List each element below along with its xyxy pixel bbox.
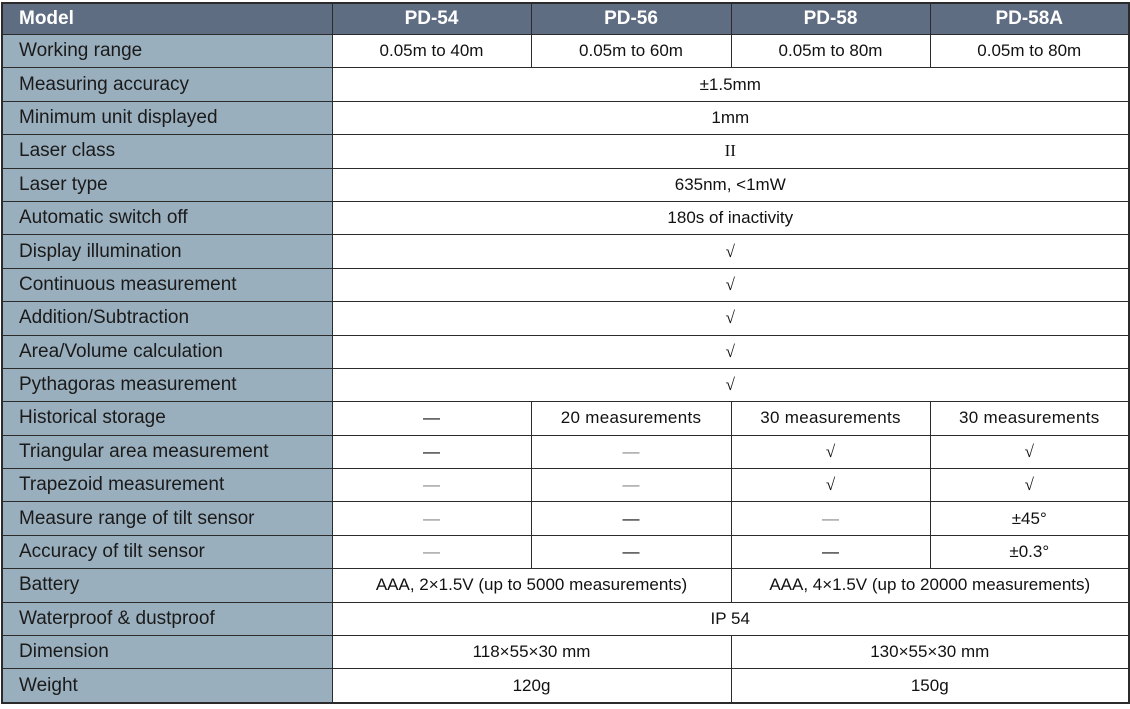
cell-value: AAA, 2×1.5V (up to 5000 measurements) — [332, 569, 731, 602]
check-icon: √ — [332, 235, 1129, 268]
dash-icon: — — [332, 402, 531, 435]
cell-value: ±1.5mm — [332, 68, 1129, 101]
check-icon: √ — [332, 335, 1129, 368]
table-row-continuous-measurement — [2, 268, 1129, 301]
cell-value: 130×55×30 mm — [731, 636, 1129, 669]
table-row-working-range — [2, 35, 1129, 68]
cell-value: 180s of inactivity — [332, 201, 1129, 234]
table-row-dimension — [2, 636, 1129, 669]
dash-icon: — — [332, 535, 531, 568]
header-model-pd-58: PD-58 — [731, 3, 930, 35]
check-icon: √ — [930, 435, 1129, 468]
table-row-historical-storage — [2, 402, 1129, 435]
cell-value: 150g — [731, 669, 1129, 703]
cell-value: IP 54 — [332, 602, 1129, 635]
spec-table — [1, 2, 1130, 704]
dash-icon: — — [531, 435, 731, 468]
cell-value: 0.05m to 40m — [332, 35, 531, 68]
dash-icon: — — [332, 469, 531, 502]
dash-icon: — — [731, 502, 930, 535]
row-label: Weight — [2, 669, 332, 703]
row-label: Battery — [2, 569, 332, 602]
header-model-pd-56: PD-56 — [531, 3, 731, 35]
row-label: Minimum unit displayed — [2, 101, 332, 134]
row-label: Historical storage — [2, 402, 332, 435]
header-row — [2, 3, 1129, 35]
cell-value: 0.05m to 80m — [930, 35, 1129, 68]
check-icon: √ — [332, 368, 1129, 401]
check-icon: √ — [731, 469, 930, 502]
dash-icon: — — [332, 435, 531, 468]
cell-value: 0.05m to 80m — [731, 35, 930, 68]
check-icon: √ — [332, 302, 1129, 335]
row-label: Trapezoid measurement — [2, 469, 332, 502]
header-model-pd-58a: PD-58A — [930, 3, 1129, 35]
cell-value: II — [332, 135, 1129, 168]
table-row-waterproof — [2, 602, 1129, 635]
cell-value: 118×55×30 mm — [332, 636, 731, 669]
cell-value: ±0.3° — [930, 535, 1129, 568]
table-row-pythagoras — [2, 368, 1129, 401]
row-label: Area/Volume calculation — [2, 335, 332, 368]
dash-icon: — — [332, 502, 531, 535]
table-row-tilt-accuracy — [2, 535, 1129, 568]
table-row-trapezoid — [2, 469, 1129, 502]
cell-value: 30 measurements — [731, 402, 930, 435]
row-label: Automatic switch off — [2, 201, 332, 234]
dash-icon: — — [531, 469, 731, 502]
cell-value: 30 measurements — [930, 402, 1129, 435]
cell-value: 120g — [332, 669, 731, 703]
row-label: Display illumination — [2, 235, 332, 268]
table-row-area-volume — [2, 335, 1129, 368]
row-label: Dimension — [2, 636, 332, 669]
row-label: Measuring accuracy — [2, 68, 332, 101]
table-row-laser-class — [2, 135, 1129, 168]
table-row-addition-subtraction — [2, 302, 1129, 335]
header-model-pd-54: PD-54 — [332, 3, 531, 35]
row-label: Waterproof & dustproof — [2, 602, 332, 635]
table-row-battery — [2, 569, 1129, 602]
check-icon: √ — [332, 268, 1129, 301]
row-label: Continuous measurement — [2, 268, 332, 301]
dash-icon: — — [531, 502, 731, 535]
dash-icon: — — [531, 535, 731, 568]
table-row-weight — [2, 669, 1129, 703]
table-row-laser-type — [2, 168, 1129, 201]
cell-value: 20 measurements — [531, 402, 731, 435]
row-label: Measure range of tilt sensor — [2, 502, 332, 535]
check-icon: √ — [731, 435, 930, 468]
cell-value: 0.05m to 60m — [531, 35, 731, 68]
row-label: Laser class — [2, 135, 332, 168]
table-row-display-illumination — [2, 235, 1129, 268]
row-label: Accuracy of tilt sensor — [2, 535, 332, 568]
row-label: Working range — [2, 35, 332, 68]
row-label: Triangular area measurement — [2, 435, 332, 468]
table-row-triangular-area — [2, 435, 1129, 468]
table-row-tilt-range — [2, 502, 1129, 535]
cell-value: ±45° — [930, 502, 1129, 535]
table-row-minimum-unit — [2, 101, 1129, 134]
header-model-label: Model — [2, 3, 332, 35]
row-label: Addition/Subtraction — [2, 302, 332, 335]
check-icon: √ — [930, 469, 1129, 502]
row-label: Laser type — [2, 168, 332, 201]
cell-value: 635nm, <1mW — [332, 168, 1129, 201]
row-label: Pythagoras measurement — [2, 368, 332, 401]
spec-table-body — [2, 35, 1129, 703]
cell-value: 1mm — [332, 101, 1129, 134]
cell-value: AAA, 4×1.5V (up to 20000 measurements) — [731, 569, 1129, 602]
table-row-auto-switch-off — [2, 201, 1129, 234]
table-row-measuring-accuracy — [2, 68, 1129, 101]
dash-icon: — — [731, 535, 930, 568]
